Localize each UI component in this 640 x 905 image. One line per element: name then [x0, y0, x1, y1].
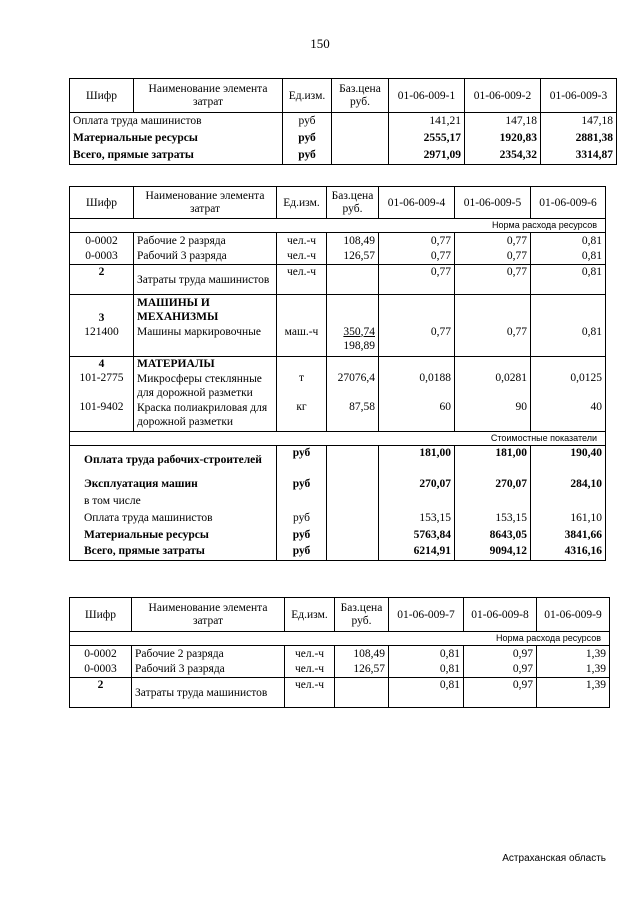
row-price-secondary: 198,89 [343, 339, 375, 352]
row-code: 101-2775 [70, 371, 134, 400]
row-unit: чел.-ч [277, 233, 327, 249]
row-price [327, 295, 379, 325]
header-name: Наименование элемента затрат [134, 187, 277, 219]
row-value: 0,77 [379, 249, 455, 265]
table-row [70, 475, 606, 492]
row-code: 3 [70, 295, 134, 325]
row-value [379, 492, 455, 509]
row-value [379, 295, 455, 325]
row-name: Оплата труда рабочих-строителей [70, 445, 277, 475]
row-unit: маш.-ч [277, 325, 327, 357]
row-value: 2555,17 [389, 129, 465, 147]
header-column: 01-06-009-8 [464, 598, 537, 632]
row-price [332, 129, 389, 147]
row-value: 60 [379, 400, 455, 431]
row-value: 0,81 [389, 646, 464, 662]
row-unit: руб [277, 445, 327, 475]
row-unit [277, 357, 327, 372]
row-value [455, 295, 531, 325]
row-value: 1,39 [537, 662, 610, 678]
row-price [335, 678, 389, 708]
table-header [70, 79, 617, 113]
header-price: Баз.цена руб. [327, 187, 379, 219]
norm-label-row [70, 219, 606, 233]
header-column: 01-06-009-2 [465, 79, 541, 113]
row-value: 4316,16 [531, 543, 606, 560]
row-name: Оплата труда машинистов [70, 113, 283, 129]
row-value: 161,10 [531, 509, 606, 526]
row-code: 0-0002 [70, 233, 134, 249]
row-unit: руб [283, 129, 332, 147]
row-unit: руб [283, 113, 332, 129]
header-column: 01-06-009-4 [379, 187, 455, 219]
row-value: 0,81 [531, 265, 606, 295]
row-price: 108,49 [327, 233, 379, 249]
row-value: 5763,84 [379, 526, 455, 543]
row-price [327, 325, 379, 357]
header-unit: Ед.изм. [285, 598, 335, 632]
norm-label: Норма расхода ресурсов [70, 219, 606, 233]
region-footer: Астраханская область [502, 853, 606, 864]
table-row [70, 265, 606, 295]
row-price: 108,49 [335, 646, 389, 662]
row-code: 101-9402 [70, 400, 134, 431]
row-code: 2 [70, 265, 134, 295]
header-code: Шифр [70, 187, 134, 219]
table-row [70, 113, 617, 129]
row-value [379, 357, 455, 372]
row-price [327, 265, 379, 295]
table-row [70, 662, 610, 678]
row-value: 1,39 [537, 646, 610, 662]
row-value: 0,0281 [455, 371, 531, 400]
row-value: 40 [531, 400, 606, 431]
table-header [70, 187, 606, 219]
table-row [70, 646, 610, 662]
table-row [70, 400, 606, 431]
row-value: 0,81 [531, 233, 606, 249]
row-value: 270,07 [455, 475, 531, 492]
row-value: 0,81 [531, 249, 606, 265]
row-price [327, 357, 379, 372]
table-row [70, 445, 606, 475]
row-value: 0,0125 [531, 371, 606, 400]
row-name: Затраты труда машинистов [132, 678, 285, 708]
row-value: 0,77 [455, 265, 531, 295]
header-column: 01-06-009-1 [389, 79, 465, 113]
row-price [327, 492, 379, 509]
header-price: Баз.цена руб. [335, 598, 389, 632]
row-name: Машины маркировочные [134, 325, 277, 357]
header-column: 01-06-009-7 [389, 598, 464, 632]
header-name: Наименование элемента затрат [132, 598, 285, 632]
header-unit: Ед.изм. [277, 187, 327, 219]
row-value: 9094,12 [455, 543, 531, 560]
cost-table-2 [69, 186, 606, 561]
row-price [327, 475, 379, 492]
row-unit: руб [283, 147, 332, 165]
row-price [332, 147, 389, 165]
row-name: Рабочие 2 разряда [132, 646, 285, 662]
row-price [327, 445, 379, 475]
row-price [327, 526, 379, 543]
header-code: Шифр [70, 79, 134, 113]
row-value: 0,81 [389, 662, 464, 678]
row-name: Рабочий 3 разряда [134, 249, 277, 265]
row-unit: чел.-ч [285, 662, 335, 678]
header-name: Наименование элемента затрат [134, 79, 283, 113]
row-value: 153,15 [379, 509, 455, 526]
row-price [332, 113, 389, 129]
row-code: 0-0002 [70, 646, 132, 662]
section-title: МАШИНЫ И МЕХАНИЗМЫ [134, 295, 277, 325]
row-value: 1920,83 [465, 129, 541, 147]
header-column: 01-06-009-9 [537, 598, 610, 632]
table-row [70, 147, 617, 165]
row-name: Рабочий 3 разряда [132, 662, 285, 678]
row-price [327, 509, 379, 526]
row-name: Краска полиакриловая для дорожной разметки [134, 400, 277, 431]
row-price [327, 543, 379, 560]
row-value: 270,07 [379, 475, 455, 492]
row-unit: руб [277, 509, 327, 526]
table-row [70, 492, 606, 509]
row-value: 181,00 [379, 445, 455, 475]
row-value: 0,77 [455, 325, 531, 357]
row-value: 0,0188 [379, 371, 455, 400]
row-value: 284,10 [531, 475, 606, 492]
row-name: Затраты труда машинистов [134, 265, 277, 295]
table-row [70, 249, 606, 265]
header-code: Шифр [70, 598, 132, 632]
row-value: 3314,87 [541, 147, 617, 165]
row-name: в том числе [70, 492, 277, 509]
table-row [70, 129, 617, 147]
row-code: 0-0003 [70, 249, 134, 265]
header-unit: Ед.изм. [283, 79, 332, 113]
row-unit: руб [277, 475, 327, 492]
row-unit: кг [277, 400, 327, 431]
cost-label: Стоимостные показатели [70, 431, 606, 445]
row-value: 1,39 [537, 678, 610, 708]
table-row [70, 678, 610, 708]
row-unit: чел.-ч [285, 678, 335, 708]
row-code: 121400 [70, 325, 134, 357]
row-name: Микросферы стеклянные для дорожной разметки [134, 371, 277, 400]
row-value: 3841,66 [531, 526, 606, 543]
row-value [531, 295, 606, 325]
row-name: Всего, прямые затраты [70, 543, 277, 560]
norm-label-row [70, 632, 610, 646]
row-value: 0,81 [531, 325, 606, 357]
norm-label: Норма расхода ресурсов [70, 632, 610, 646]
row-name: Рабочие 2 разряда [134, 233, 277, 249]
cost-table-3 [69, 597, 610, 708]
row-value: 0,77 [379, 325, 455, 357]
table-row [70, 509, 606, 526]
row-value: 2971,09 [389, 147, 465, 165]
row-price: 87,58 [327, 400, 379, 431]
section-row [70, 357, 606, 372]
header-column: 01-06-009-6 [531, 187, 606, 219]
table-row [70, 325, 606, 357]
row-value: 0,77 [455, 233, 531, 249]
row-value [455, 357, 531, 372]
row-code: 0-0003 [70, 662, 132, 678]
row-value: 0,77 [379, 265, 455, 295]
row-value: 147,18 [465, 113, 541, 129]
row-value: 153,15 [455, 509, 531, 526]
header-column: 01-06-009-3 [541, 79, 617, 113]
table-row [70, 543, 606, 560]
header-price: Баз.цена руб. [332, 79, 389, 113]
row-value: 141,21 [389, 113, 465, 129]
row-value: 0,77 [379, 233, 455, 249]
row-value: 2354,32 [465, 147, 541, 165]
row-value: 0,77 [455, 249, 531, 265]
row-price: 126,57 [327, 249, 379, 265]
table-header [70, 598, 610, 632]
row-value [531, 357, 606, 372]
row-value: 147,18 [541, 113, 617, 129]
row-name: Оплата труда машинистов [70, 509, 277, 526]
row-name: Материальные ресурсы [70, 129, 283, 147]
cost-table-1 [69, 78, 617, 165]
row-unit: руб [277, 543, 327, 560]
row-code: 4 [70, 357, 134, 372]
section-title: МАТЕРИАЛЫ [134, 357, 277, 372]
table-row [70, 233, 606, 249]
row-value: 6214,91 [379, 543, 455, 560]
row-price-main: 350,74 [343, 325, 375, 338]
row-name: Эксплуатация машин [70, 475, 277, 492]
row-value: 2881,38 [541, 129, 617, 147]
section-row [70, 295, 606, 325]
row-code: 2 [70, 678, 132, 708]
row-value: 8643,05 [455, 526, 531, 543]
row-value: 0,97 [464, 646, 537, 662]
row-value: 0,97 [464, 678, 537, 708]
row-unit: руб [277, 526, 327, 543]
row-unit: чел.-ч [277, 265, 327, 295]
row-value: 181,00 [455, 445, 531, 475]
row-value: 190,40 [531, 445, 606, 475]
table-row [70, 526, 606, 543]
row-value: 0,97 [464, 662, 537, 678]
row-value [531, 492, 606, 509]
row-name: Всего, прямые затраты [70, 147, 283, 165]
row-value: 90 [455, 400, 531, 431]
table-row [70, 371, 606, 400]
cost-label-row [70, 431, 606, 445]
header-column: 01-06-009-5 [455, 187, 531, 219]
row-name: Материальные ресурсы [70, 526, 277, 543]
row-price: 126,57 [335, 662, 389, 678]
row-unit [277, 492, 327, 509]
row-unit: чел.-ч [277, 249, 327, 265]
page-number: 150 [310, 36, 330, 51]
row-unit: т [277, 371, 327, 400]
row-value: 0,81 [389, 678, 464, 708]
row-price: 27076,4 [327, 371, 379, 400]
row-unit [277, 295, 327, 325]
row-value [455, 492, 531, 509]
row-unit: чел.-ч [285, 646, 335, 662]
